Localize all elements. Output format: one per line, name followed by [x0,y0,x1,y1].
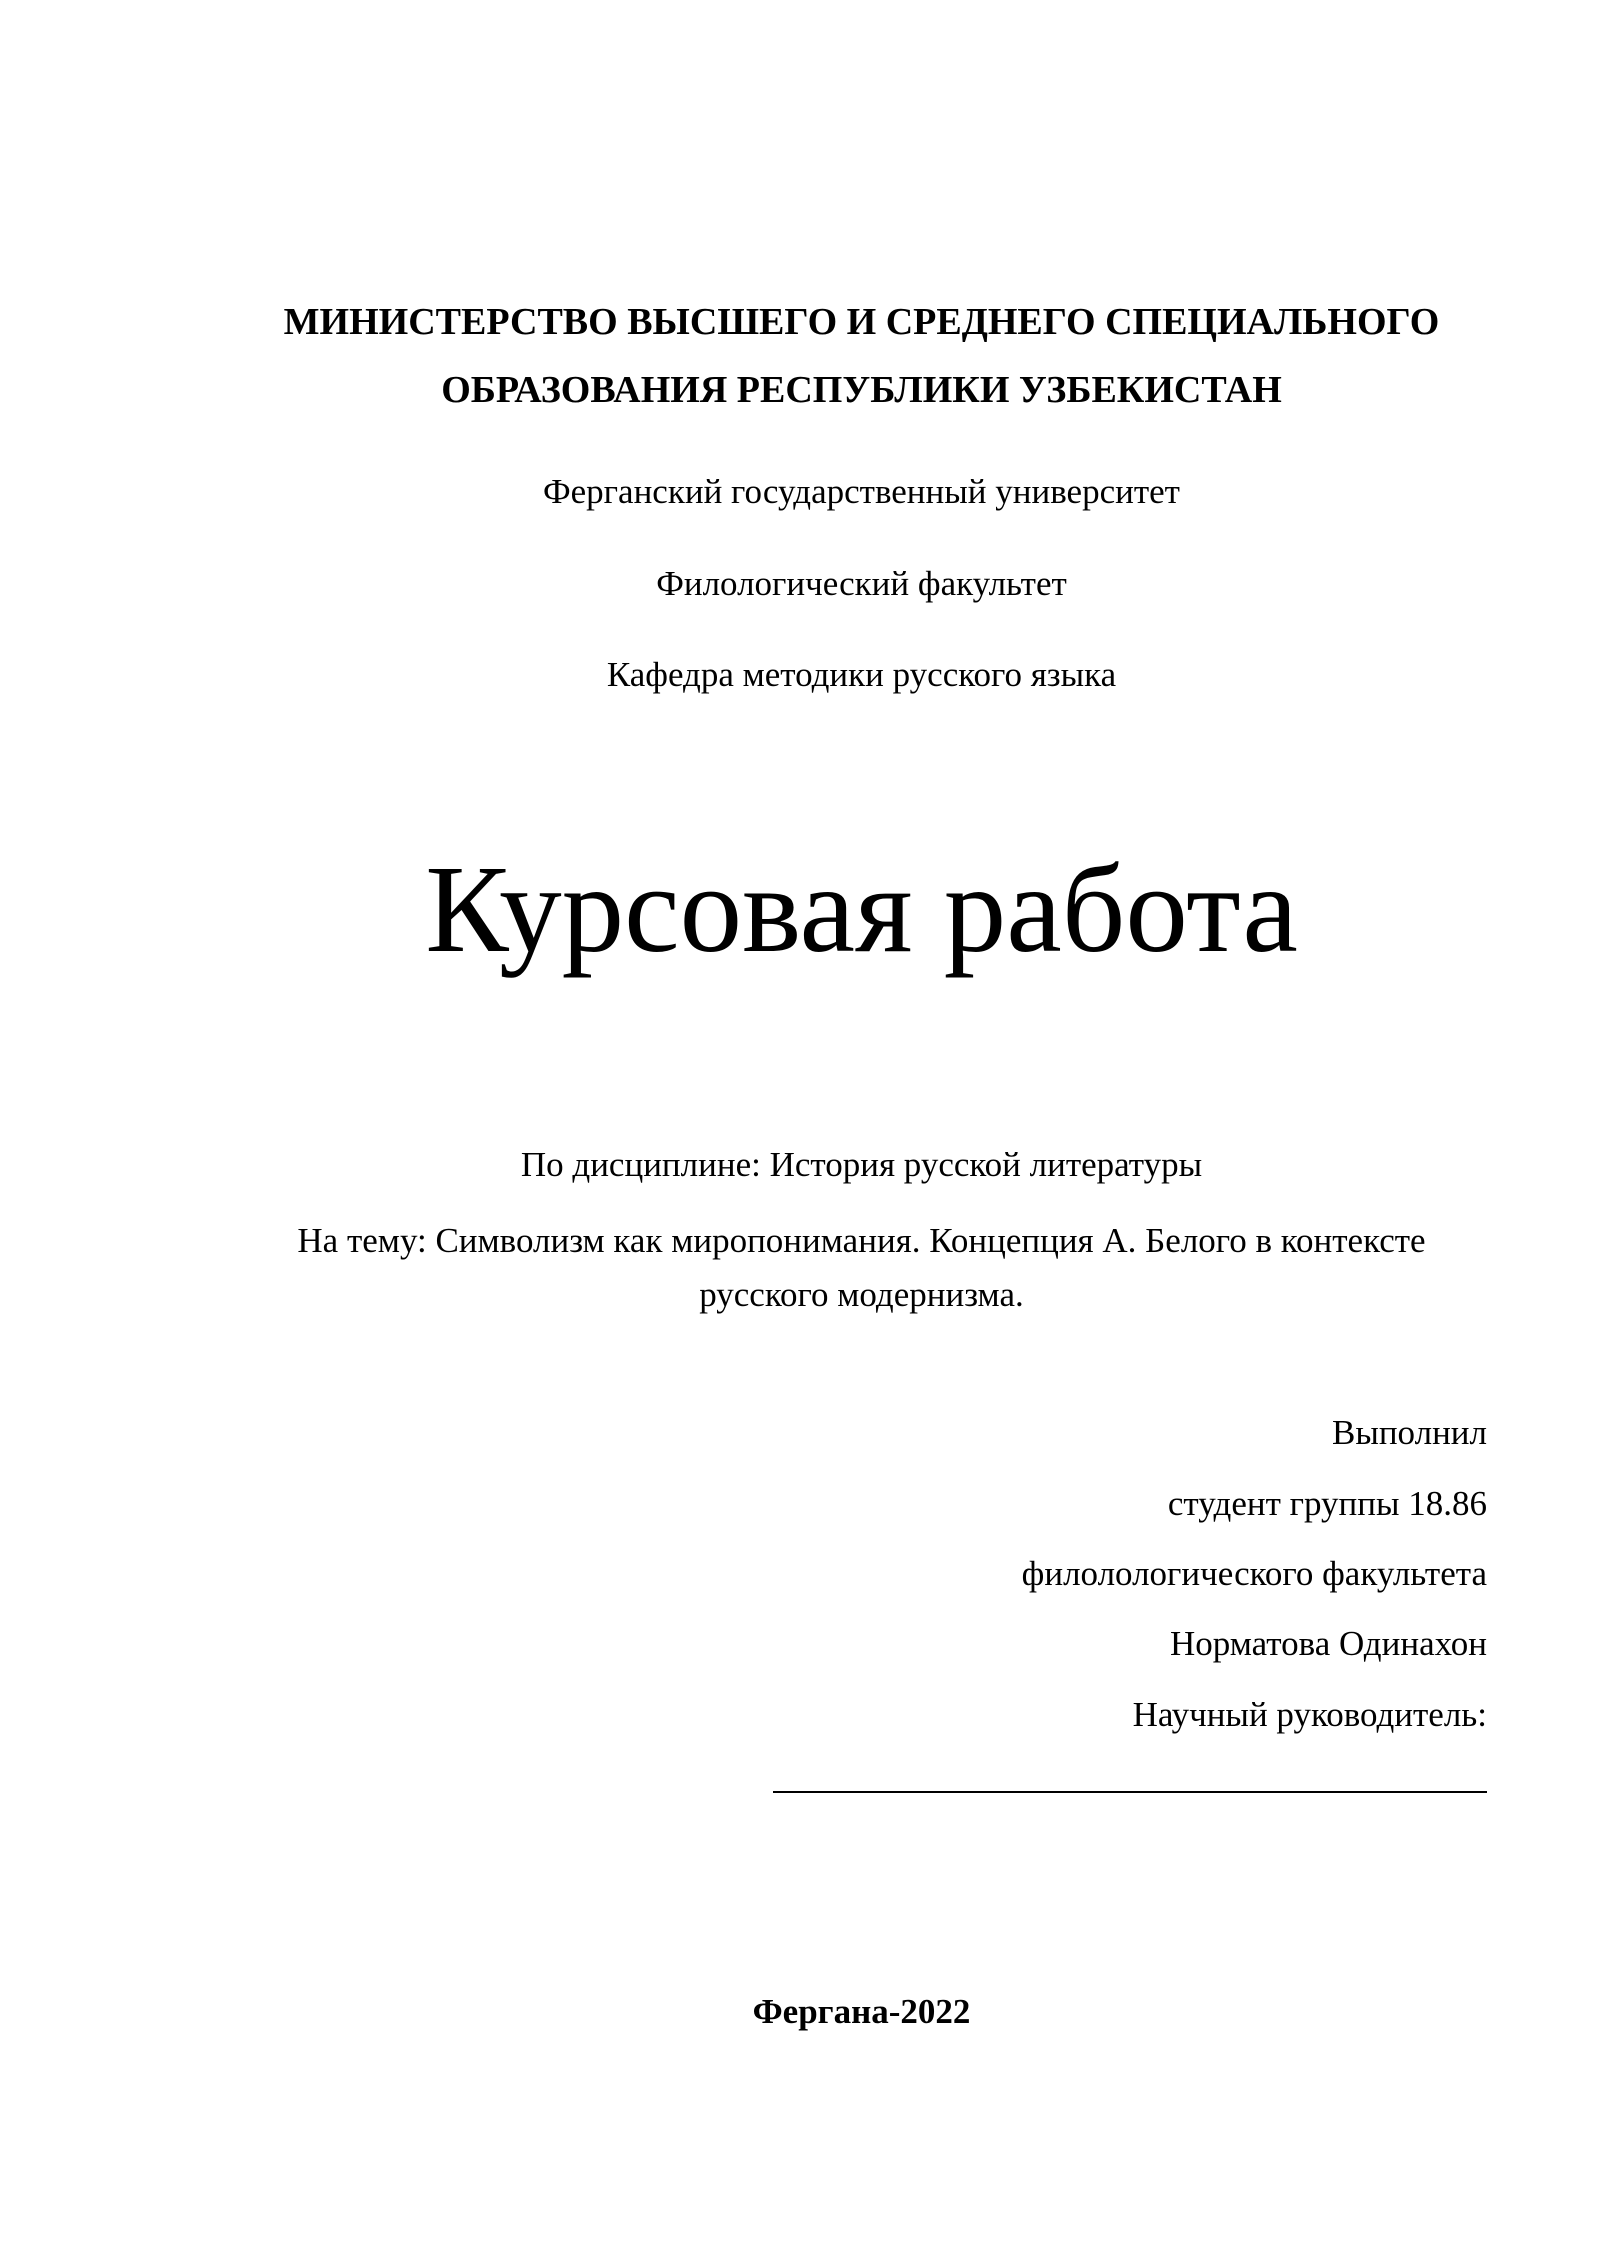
supervisor-label: Научный руководитель: [1132,1695,1487,1734]
performed-label: Выполнил [1331,1413,1487,1452]
student-faculty: филолологического факультета [1021,1554,1487,1593]
discipline: По дисциплине: История русской литературы [520,1145,1203,1184]
faculty-name: Филологический факультет [656,564,1067,603]
student-name: Норматова Одинахон [1170,1624,1487,1663]
topic-line-1: На тему: Символизм как миропонимания. Концепция А. Белого в контексте [297,1221,1426,1260]
ministry-line-2: ОБРАЗОВАНИЯ РЕСПУБЛИКИ УЗБЕКИСТАН [441,369,1282,411]
student-group: студент группы 18.86 [1167,1484,1487,1523]
document-title: Курсовая работа [425,841,1298,979]
topic-line-2: русского модернизма. [699,1275,1024,1314]
department-name: Кафедра методики русского языка [606,655,1117,694]
university-name: Ферганский государственный университет [543,472,1180,511]
supervisor-signature-line [773,1791,1487,1793]
city-year: Фергана-2022 [752,1992,971,2031]
ministry-line-1: МИНИСТЕРСТВО ВЫСШЕГО И СРЕДНЕГО СПЕЦИАЛЬНОГО [283,301,1440,343]
